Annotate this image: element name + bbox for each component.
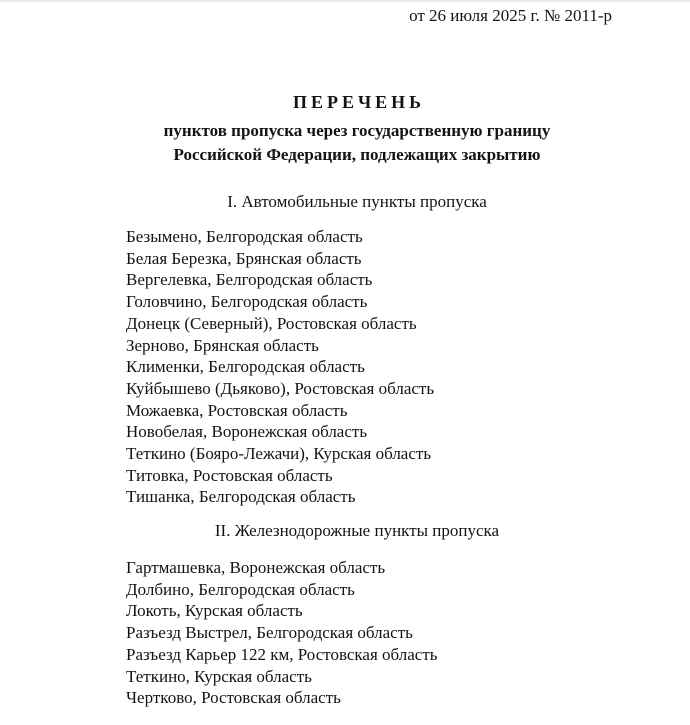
list-item: Локоть, Курская область (126, 601, 303, 621)
list-item: Вергелевка, Белгородская область (126, 270, 373, 290)
section-heading-auto-crossings: I. Автомобильные пункты пропуска (227, 192, 487, 211)
list-item: Долбино, Белгородская область (126, 579, 355, 599)
auto-crossings-list (126, 226, 434, 508)
list-item: Тишанка, Белгородская область (126, 487, 356, 507)
top-edge-divider (0, 0, 690, 2)
list-item: Зерново, Брянская область (126, 335, 319, 355)
subtitle-line-2: Российской Федерации, подлежащих закрытию (173, 145, 541, 164)
list-item: Новобелая, Воронежская область (126, 422, 368, 442)
section-heading-rail-crossings: II. Железнодорожные пункты пропуска (214, 521, 500, 540)
list-item: Донецк (Северный), Ростовская область (126, 313, 417, 333)
list-item: Титовка, Ростовская область (126, 465, 333, 485)
list-item: Белая Березка, Брянская область (126, 248, 362, 268)
list-item: Безымено, Белгородская область (126, 227, 363, 246)
list-item: Гартмашевка, Воронежская область (126, 558, 386, 577)
list-item: Чертково, Ростовская область (126, 688, 341, 708)
list-item: Разъезд Выстрел, Белгородская область (126, 623, 413, 643)
list-item: Разъезд Карьер 122 км, Ростовская область (126, 644, 438, 664)
list-item: Клименки, Белгородская область (126, 357, 365, 377)
subtitle-line-1: пунктов пропуска через государственную границу (163, 121, 551, 140)
list-item: Теткино (Бояро-Лежачи), Курская область (126, 444, 432, 464)
page-subtitle (24, 119, 690, 167)
list-item: Теткино, Курская область (126, 666, 312, 686)
decree-date-number: от 26 июля 2025 г. № 2011-р (409, 6, 612, 25)
list-item: Можаевка, Ростовская область (126, 400, 348, 420)
list-item: Головчино, Белгородская область (126, 292, 368, 312)
list-item: Куйбышево (Дьяково), Ростовская область (126, 378, 435, 398)
page-title: ПЕРЕЧЕНЬ (292, 92, 426, 112)
rail-crossings-list (126, 557, 438, 709)
